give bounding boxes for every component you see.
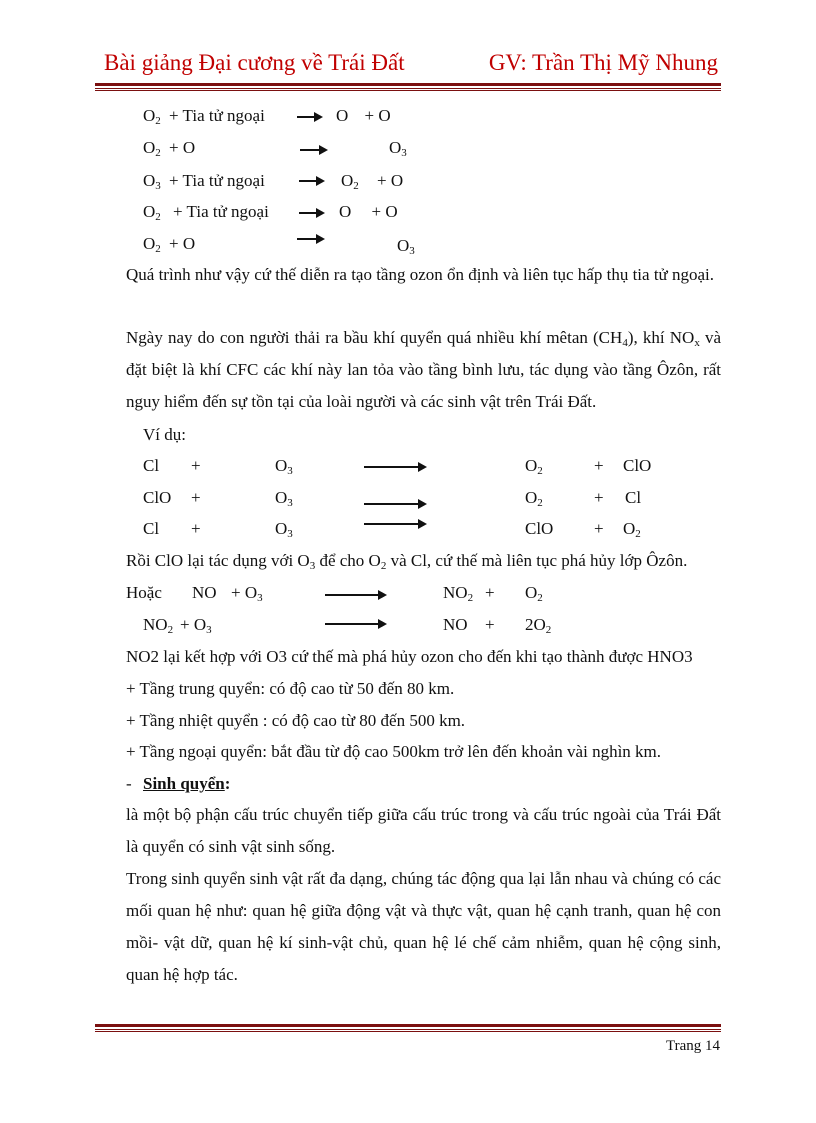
- reaction-arrow: [325, 623, 385, 625]
- cl-reaction-2-d: Cl: [625, 488, 642, 507]
- layer-thermosphere: + Tầng nhiệt quyển : có độ cao từ 80 đến 500 km.: [126, 711, 466, 730]
- clo-sentence: Rồi ClO lại tác dụng với $O_3$ để cho $O_2$ và Cl, cứ thế mà liên tục phá hủy lớp Ôzôn.: [126, 551, 688, 572]
- cl-reaction-3-d: $O_2$: [623, 519, 641, 540]
- ozone-products-1: O + O: [336, 106, 391, 125]
- header-lecturer: GV: Trần Thị Mỹ Nhung: [488, 50, 718, 75]
- header-course-title: Bài giảng Đại cương về Trái Đất: [104, 50, 405, 75]
- ozone-reaction-5: $O_2 + O$: [143, 234, 196, 255]
- biosphere-dash: -: [126, 774, 132, 793]
- ozone-reaction-4: $O_2$ + Tia tử ngoại: [143, 202, 269, 223]
- cl-reaction-3-plus: +: [191, 519, 201, 538]
- reaction-arrow: [364, 503, 425, 505]
- cl-reaction-1-a: Cl: [143, 456, 160, 475]
- reaction-arrow: [325, 594, 385, 596]
- example-label: Ví dụ:: [143, 425, 186, 444]
- cl-reaction-1-b: $O_3$: [275, 456, 293, 477]
- ozone-reaction-3: $O_3$ + Tia tử ngoại: [143, 171, 265, 192]
- no-reaction-1-b: + $O_3$: [231, 583, 263, 604]
- reaction-arrow: [300, 149, 326, 151]
- no-reaction-1-d: $O_2$: [525, 583, 543, 604]
- reaction-arrow: [364, 523, 425, 525]
- cl-reaction-1-plus: +: [191, 456, 201, 475]
- reaction-arrow: [364, 466, 425, 468]
- no-reaction-2-a: $NO_2$: [143, 615, 174, 636]
- reaction-arrow: [297, 116, 321, 118]
- no-reaction-1-c: $NO_2$: [443, 583, 474, 604]
- footer-rule: [95, 1024, 721, 1032]
- ozone-reaction-2: $O_2 + O$: [143, 138, 196, 159]
- biosphere-relations: Trong sinh quyển sinh vật rất đa dạng, chúng tác động qua lại lẫn nhau và chúng có các mối quan hệ như: quan hệ giữa động vật và thực vật, quan hệ cạnh tranh, quan hệ con mồi- vật dữ, quan hệ kí sinh-vật chủ, quan hệ lé chế cảm nhiễm, quan hệ cộng sinh, quan hệ hợp tác.: [126, 869, 721, 984]
- cl-reaction-2-a: ClO: [143, 488, 172, 507]
- no-reaction-2-d: $2O_2$: [525, 615, 552, 636]
- cl-reaction-1-d: ClO: [623, 456, 652, 475]
- cl-reaction-3-plus2: +: [594, 519, 604, 538]
- ozone-products-3: $O_2 + O$: [341, 171, 404, 192]
- reaction-arrow: [297, 238, 323, 240]
- cl-reaction-1-c: $O_2$: [525, 456, 543, 477]
- pollution-paragraph: Ngày nay do con người thải ra bầu khí quyển quá nhiều khí mêtan $(CH_4)$, khí $NO_x$ và đặt biệt là khí CFC các khí này lan tỏa vào tầng bình lưu, tác dụng vào tầng Ôzôn, rất nguy hiểm đến sự tồn tại của loài người và các sinh vật trên Trái Đất.: [126, 328, 722, 411]
- biosphere-definition: là một bộ phận cấu trúc chuyển tiếp giữa cấu trúc trong và cấu trúc ngoài của Trái Đất là quyển có sinh vật sinh sống.: [126, 805, 721, 856]
- cl-reaction-2-b: $O_3$: [275, 488, 293, 509]
- cl-reaction-2-plus: +: [191, 488, 201, 507]
- layer-mesosphere: + Tầng trung quyển: có độ cao từ 50 đến 80 km.: [126, 679, 455, 698]
- no-reactions-lead: Hoặc: [126, 583, 162, 602]
- reaction-arrow: [299, 180, 323, 182]
- cl-reaction-1-plus2: +: [594, 456, 604, 475]
- header-rule: [95, 83, 721, 91]
- ozone-process-paragraph: Quá trình như vậy cứ thế diễn ra tạo tầng ozon ổn định và liên tục hấp thụ tia tử ngoại.: [126, 265, 715, 284]
- cl-reaction-3-a: Cl: [143, 519, 160, 538]
- ozone-products-2: $O_3$: [389, 138, 407, 159]
- reaction-arrow: [299, 212, 323, 214]
- layer-exosphere: + Tầng ngoại quyển: bắt đầu từ độ cao 500km trở lên đến khoản vài nghìn km.: [126, 742, 662, 761]
- no-reaction-2-c: NO: [443, 615, 468, 634]
- no-reaction-1-a: NO: [192, 583, 217, 602]
- cl-reaction-2-plus2: +: [594, 488, 604, 507]
- ozone-reaction-1: $O_2$ + Tia tử ngoại: [143, 106, 265, 127]
- no-reaction-1-plus: +: [485, 583, 495, 602]
- cl-reaction-3-c: ClO: [525, 519, 554, 538]
- cl-reaction-3-b: $O_3$: [275, 519, 293, 540]
- biosphere-heading: Sinh quyển:: [143, 774, 231, 793]
- cl-reaction-2-c: $O_2$: [525, 488, 543, 509]
- ozone-products-4: O + O: [339, 202, 398, 221]
- no2-sentence: NO2 lại kết hợp với O3 cứ thế mà phá hủy ozon cho đến khi tạo thành được HNO3: [126, 647, 693, 666]
- page-number: Trang 14: [665, 1038, 720, 1054]
- no-reaction-2-plus: +: [485, 615, 495, 634]
- ozone-products-5: $O_3$: [397, 236, 415, 257]
- no-reaction-2-b: + $O_3$: [180, 615, 212, 636]
